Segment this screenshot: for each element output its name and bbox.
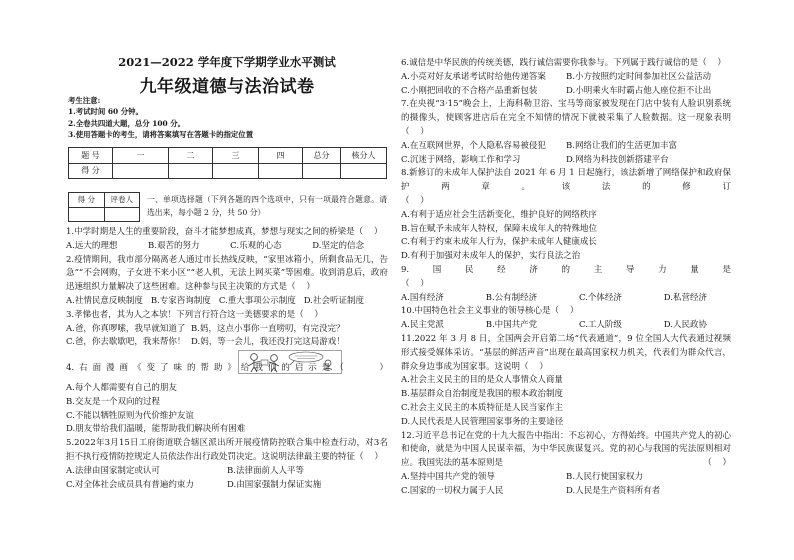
stem-text: 5.2022年3月15日工府街道联合辖区派出所开展疫情防控联合集中检查行动，对3名拒不执行疫情防控规定人员依法作出行政处罚决定。这说明法律最主要的特征 (66, 438, 388, 462)
option-a: A.在互联网世界，个人隐私容易被侵犯 (401, 140, 546, 151)
option-c: C.爸，你去歇歇吧，我来帮你！ (66, 337, 186, 348)
stem-text: 3.孝悌也者，其为人之本欤！下列言行符合这一美德要求的是 (66, 309, 296, 320)
score-header-cell: 一 (113, 148, 169, 164)
options (66, 382, 388, 437)
score-header-cell: 题 号 (69, 148, 113, 164)
option-a: A.有利于适应社会生活新变化，维护良好的网络秩序 (401, 209, 597, 220)
answer-blank: （ ） (295, 309, 323, 320)
options (401, 140, 731, 168)
options (401, 374, 731, 429)
question-stem (66, 437, 388, 465)
option-a: A.坚持中国共产党的领导 (401, 471, 495, 482)
option-d: D.人民政协 (663, 320, 707, 331)
option-c: C.个体经济 (579, 292, 622, 303)
question-1 (66, 226, 388, 254)
question-3 (66, 309, 388, 350)
option-a: A.每个人都需要有自己的朋友 (66, 382, 177, 393)
option-c: C.有利于约束未成年人行为，保护未成年人健康成长 (401, 237, 597, 248)
option-a: A.国有经济 (401, 292, 444, 303)
option-a: A.社情民意反映制度 (66, 295, 143, 306)
stem-text: 10.中国特色社会主义事业的领导核心是 (401, 306, 551, 317)
option-c: C.乐观的心态 (230, 240, 282, 251)
score-table-header-row (69, 148, 387, 164)
grader-score-cell (69, 207, 105, 222)
question-stem (401, 98, 731, 139)
stem-text: 2.疫情期间，我市部分隔离老人通过市长热线反映，“家里冰箱小，所剩食品无几，告急”“不会网购，子女进不来小区”“老人机，无法上网买菜”等困难。收到消息后，政府迅速组织力量解决了这些困难。这种参与民主决策的方式是 (66, 254, 388, 293)
option-c: C.重大事项公示制度 (218, 295, 296, 306)
option-c: C.小刚把回收的不合格产品重新包装 (401, 85, 538, 96)
stem-text: 6.诚信是中华民族的传统美德，践行诚信需要你我参与。下列属于践行诚信的是 (401, 58, 699, 68)
question-stem (66, 254, 388, 295)
answer-blank: （ ） (335, 363, 388, 374)
questions-left-column (66, 226, 388, 492)
grader-score-label: 得 分 (69, 193, 105, 208)
question-stem (401, 57, 731, 71)
option-d: D.由国家强制力保证实施 (227, 479, 322, 490)
stem-text: 8.新修订的未成年人保护法自 2021 年 6 月 1 日起施行，该法新增了网络保护和政府保护两章。该法的修订 (401, 168, 731, 193)
options (401, 71, 731, 99)
grader-box-blank-row (69, 207, 140, 222)
option-a: A.爸，你真啰嗦，我早就知道了 (66, 323, 186, 334)
grader-box (68, 192, 140, 222)
option-b: B.网络让我们的生活更加丰富 (566, 140, 677, 151)
option-c: C.沉迷于网络，影响工作和学习 (401, 154, 521, 165)
option-d: D.妈，等一会儿，我还没打完这局游戏！ (191, 337, 345, 348)
options (401, 292, 731, 306)
question-stem (401, 264, 731, 278)
stem-text: 11.2022 年 3 月 8 日，全国两会开启第二场“代表通道”，9 位全国人大代表通过视频形式接受媒体采访。“基层的鲜活声音”出现在最高国家权力机关，代表们为群众代言，群众身边事成为国家事。这说明 (401, 333, 731, 372)
question-stem (66, 226, 388, 240)
question-stem (401, 305, 731, 319)
question-8 (401, 167, 731, 264)
notice-item: 2.全卷共四道大题，总分 100 分。 (68, 118, 185, 128)
exam-title-line2: 九年级道德与法治试卷 (139, 77, 315, 97)
option-d: D.人民是生产资料所有者 (566, 485, 661, 496)
answer-blank: （ ） (401, 195, 429, 206)
option-a: A.社会主义民主的目的是众人事情众人商量 (401, 375, 563, 386)
answer-blank: （ ） (401, 278, 429, 289)
exam-title-line1: 2021—2022 学年度下学期学业水平测试 (118, 55, 336, 69)
option-d: D.有利于加强对未成年人的保护，实行良法之治 (401, 251, 581, 262)
answer-blank: （ ） (520, 361, 548, 372)
score-header-cell: 二 (169, 148, 213, 164)
score-header-cell: 四 (259, 148, 303, 164)
score-header-cell: 总分 (303, 148, 341, 164)
option-b: B.法律面前人人平等 (227, 465, 304, 476)
question-2 (66, 254, 388, 309)
option-c: C.国家的一切权力属于人民 (401, 485, 504, 496)
option-b: B.小方按照约定时间参加社区公益活动 (566, 71, 711, 82)
options (66, 295, 388, 309)
option-b: B.专家咨询制度 (150, 295, 211, 306)
stem-text: 1.中学时期是人生的重要阶段，奋斗才能梦想成真，梦想与现实之间的桥梁是 (66, 227, 355, 237)
option-d: D.私营经济 (663, 292, 707, 303)
answer-blank: （ ） (703, 458, 731, 469)
grader-box-header-row (69, 193, 140, 208)
questions-right-column (401, 57, 731, 499)
score-cell (113, 163, 169, 179)
score-row-label: 得 分 (69, 163, 113, 179)
question-stem (66, 309, 388, 323)
answer-blank: （ ） (550, 306, 579, 317)
answer-blank: （ ） (698, 58, 726, 68)
notice-item: 3.使用答题卡的考生，请将答案填写在答题卡的指定位置 (68, 130, 254, 140)
question-stem (66, 362, 388, 376)
option-d: D.小明乘火车时霸占他人座位拒不让出 (566, 85, 712, 96)
option-d: D.朋友带给我们温暖，能帮助我们解决所有困难 (66, 424, 246, 435)
options (401, 209, 731, 264)
question-5 (66, 437, 388, 492)
option-c: C.社会主义民主的本质特征是人民当家作主 (401, 402, 563, 413)
grader-name-label: 评卷人 (104, 193, 140, 208)
score-table-score-row (69, 163, 387, 179)
section-one-title: 一、单项选择题（下列各题的四个选项中，只有一项最符合题意。请选出来，每小题 2 分，共 50 分） (147, 195, 387, 217)
option-c: C.工人阶级 (579, 320, 622, 331)
option-b: B.基层群众自治制度是我国的根本政治制度 (401, 389, 563, 400)
option-d: D.社会听证制度 (303, 295, 364, 306)
question-4 (66, 362, 388, 437)
question-6 (401, 57, 731, 98)
question-12 (401, 430, 731, 499)
option-b: B.公有制经济 (485, 292, 538, 303)
stem-text: 4.右面漫画《变了味的帮助》给我们的启示是 (66, 363, 336, 374)
notice-heading: 考生注意: (68, 96, 101, 105)
option-c: C.对全体社会成员具有普遍约束力 (66, 479, 194, 490)
stem-text: 12.习近平总书记在党的十九大报告中指出：不忘初心，方得始终。中国共产党人的初心和使命，就是为中国人民谋幸福，为中华民族谋复兴。党的初心与我国的宪法原则相对应。我国宪法的基本原则是 (401, 430, 731, 469)
option-b: B.中国共产党 (485, 320, 538, 331)
option-a: A.法律由国家制定或认可 (66, 465, 160, 476)
option-a: A.小亮对好友承诺考试时给他传递答案 (401, 71, 546, 82)
option-a: A.民主党派 (401, 320, 444, 331)
candidate-notice (68, 95, 386, 141)
question-11 (401, 333, 731, 430)
options (401, 319, 731, 333)
answer-blank: （ ） (401, 126, 429, 137)
options (401, 471, 731, 499)
options (66, 465, 388, 493)
score-cell (303, 163, 341, 179)
answer-blank: （ ） (355, 451, 383, 462)
score-header-cell: 核分人 (341, 148, 387, 164)
options (66, 240, 388, 254)
option-b: B.旨在赋予未成年人特权，保障未成年人的特殊地位 (401, 223, 597, 234)
question-stem (401, 430, 731, 471)
question-7 (401, 98, 731, 167)
option-d: D.坚定的信念 (312, 240, 364, 251)
question-9 (401, 264, 731, 305)
option-d: D.人民代表是人民管理国家事务的主要途径 (401, 416, 564, 427)
answer-blank: （ ） (354, 227, 383, 237)
question-stem (401, 333, 731, 374)
score-cell (169, 163, 213, 179)
score-header-cell: 三 (213, 148, 259, 164)
answer-blank: （ ） (287, 282, 315, 293)
question-stem (401, 167, 731, 195)
score-cell (341, 163, 387, 179)
option-c: C.不能以牺牲原则为代价维护友谊 (66, 410, 194, 421)
stem-text: 9.国民经济的主导力量是 (401, 264, 731, 275)
option-a: A.远大的理想 (66, 240, 118, 251)
score-cell (259, 163, 303, 179)
stem-text: 7.在央视“3·15”晚会上，上海科勒卫浴、宝马等商家被发现在门店中装有人脸识别系统的摄像头，使顾客进店后在完全不知情的情况下就被采集了人脸数据。这一现象表明 (401, 99, 731, 124)
option-b: B.人民行使国家权力 (566, 471, 643, 482)
notice-item: 1.考试时间 60 分钟。 (68, 107, 143, 117)
grader-name-cell (104, 207, 140, 222)
option-b: B.妈，这点小事你一直唠叨，有完没完？ (191, 323, 345, 334)
option-b: B.艰苦的努力 (148, 240, 200, 251)
question-10 (401, 305, 731, 333)
option-b: B.交友是一个双向的过程 (66, 396, 160, 407)
options (66, 323, 388, 351)
score-table (68, 147, 387, 179)
score-cell (213, 163, 259, 179)
option-d: D.网络为科技创新搭建平台 (566, 154, 669, 165)
